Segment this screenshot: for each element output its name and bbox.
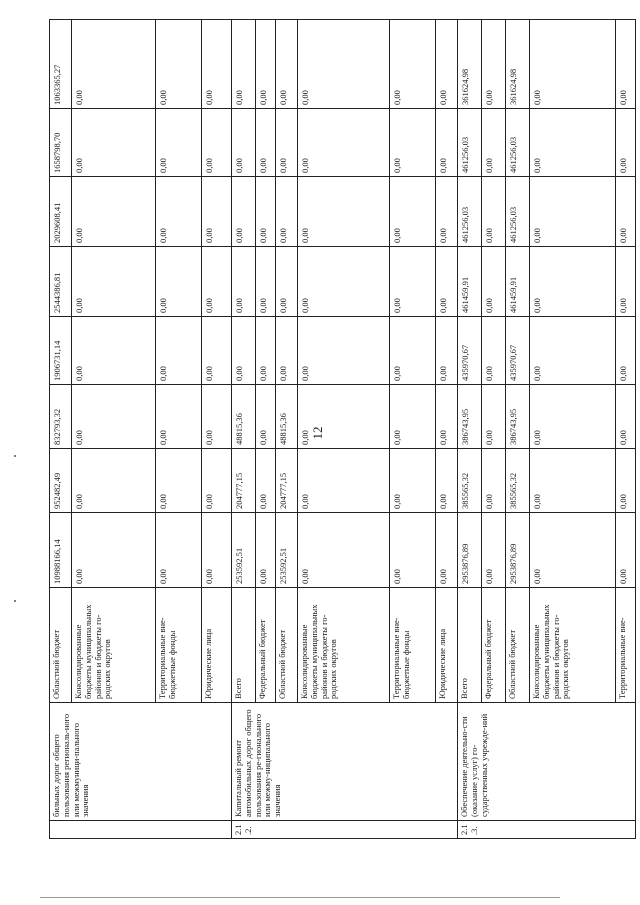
value-cell: 10988166,14 (50, 513, 72, 588)
value-cell: 2544386,81 (50, 247, 72, 317)
funding-source: Областной бюджет (506, 588, 530, 703)
funding-source: Федеральный бюджет (256, 588, 276, 703)
value-cell: 0,00 (436, 513, 458, 588)
rotated-table-frame (49, 40, 628, 839)
value-cell: 0,00 (72, 449, 156, 513)
value-cell: 0,00 (232, 247, 256, 317)
value-cell: 0,00 (156, 177, 202, 247)
value-cell: 48815,36 (276, 385, 298, 449)
value-cell: 0,00 (276, 109, 298, 177)
value-cell: 0,00 (156, 513, 202, 588)
scan-dust (14, 600, 16, 602)
value-cell: 0,00 (72, 20, 156, 109)
value-cell: 0,00 (256, 449, 276, 513)
value-cell: 0,00 (482, 317, 506, 385)
value-cell: 0,00 (436, 385, 458, 449)
value-cell: 0,00 (298, 247, 390, 317)
value-cell: 0,00 (436, 177, 458, 247)
value-cell: 0,00 (390, 20, 436, 109)
value-cell: 461256,03 (458, 109, 482, 177)
value-cell: 0,00 (298, 513, 390, 588)
budget-table (49, 19, 636, 839)
rotated-table-wrapper (49, 40, 628, 839)
value-cell: 2953876,89 (506, 513, 530, 588)
value-cell: 0,00 (72, 317, 156, 385)
value-cell: 952482,49 (50, 449, 72, 513)
value-cell: 253592,51 (276, 513, 298, 588)
funding-source: Юридические лица (202, 588, 232, 703)
value-cell: 0,00 (156, 317, 202, 385)
value-cell: 0,00 (390, 449, 436, 513)
value-cell: 0,00 (72, 513, 156, 588)
value-cell: 0,00 (530, 20, 616, 109)
funding-source: Федеральный бюджет (482, 588, 506, 703)
section-code: 2.1.3. (458, 821, 636, 839)
value-cell: 0,00 (72, 385, 156, 449)
value-cell: 0,00 (232, 109, 256, 177)
value-cell: 0,00 (482, 20, 506, 109)
value-cell: 0,00 (482, 109, 506, 177)
value-cell: 461256,03 (506, 109, 530, 177)
value-cell: 832793,32 (50, 385, 72, 449)
value-cell: 0,00 (276, 20, 298, 109)
value-cell: 0,00 (232, 20, 256, 109)
value-cell: 0,00 (482, 385, 506, 449)
funding-source: Областной бюджет (50, 588, 72, 703)
value-cell: 0,00 (202, 449, 232, 513)
value-cell: 0,00 (298, 385, 390, 449)
value-cell: 0,00 (530, 177, 616, 247)
value-cell: 0,00 (232, 177, 256, 247)
value-cell: 0,00 (298, 449, 390, 513)
value-cell: 2953876,89 (458, 513, 482, 588)
funding-source: Консолидированные бюджеты муниципальных районов и бюджеты го-родских округов (530, 588, 616, 703)
value-cell: 0,00 (156, 449, 202, 513)
value-cell: 0,00 (530, 317, 616, 385)
value-cell: 461256,03 (506, 177, 530, 247)
value-cell: 361624,98 (506, 20, 530, 109)
value-cell: 0,00 (256, 513, 276, 588)
value-cell: 0,00 (616, 317, 636, 385)
funding-source: Всего (232, 588, 256, 703)
value-cell: 0,00 (72, 247, 156, 317)
table-row (50, 20, 72, 839)
value-cell: 0,00 (156, 20, 202, 109)
table-row (458, 20, 482, 839)
value-cell: 0,00 (530, 513, 616, 588)
value-cell: 0,00 (530, 449, 616, 513)
value-cell: 0,00 (616, 449, 636, 513)
value-cell: 0,00 (616, 247, 636, 317)
value-cell: 385565,32 (506, 449, 530, 513)
funding-source: Консолидированные бюджеты муниципальных районов и бюджеты го-родских округов (72, 588, 156, 703)
value-cell: 0,00 (256, 177, 276, 247)
section-code: 2.1.2. (232, 821, 458, 839)
value-cell: 0,00 (530, 385, 616, 449)
value-cell: 0,00 (298, 177, 390, 247)
value-cell: 0,00 (298, 109, 390, 177)
value-cell: 48815,36 (232, 385, 256, 449)
value-cell: 0,00 (256, 385, 276, 449)
value-cell: 2029608,41 (50, 177, 72, 247)
value-cell: 0,00 (616, 385, 636, 449)
value-cell: 0,00 (202, 513, 232, 588)
value-cell: 0,00 (276, 247, 298, 317)
value-cell: 0,00 (482, 247, 506, 317)
funding-source: Территориальные вне-бюджетные фонды (390, 588, 436, 703)
value-cell: 0,00 (72, 177, 156, 247)
value-cell: 0,00 (256, 20, 276, 109)
value-cell: 0,00 (202, 20, 232, 109)
value-cell: 386743,95 (458, 385, 482, 449)
value-cell: 0,00 (530, 109, 616, 177)
value-cell: 435970,67 (506, 317, 530, 385)
value-cell: 0,00 (156, 109, 202, 177)
value-cell: 0,00 (276, 177, 298, 247)
section-name: бильных дорог общего пользования региональ-ного или межмуници-пального значения (50, 703, 232, 821)
value-cell: 0,00 (256, 109, 276, 177)
value-cell: 0,00 (436, 20, 458, 109)
value-cell: 461256,03 (458, 177, 482, 247)
value-cell: 0,00 (202, 109, 232, 177)
value-cell: 0,00 (202, 177, 232, 247)
value-cell: 385565,32 (458, 449, 482, 513)
value-cell: 0,00 (616, 513, 636, 588)
value-cell: 0,00 (616, 109, 636, 177)
value-cell: 0,00 (436, 247, 458, 317)
value-cell: 0,00 (390, 109, 436, 177)
value-cell: 435970,67 (458, 317, 482, 385)
scan-edge-line (40, 897, 560, 898)
value-cell: 0,00 (390, 317, 436, 385)
value-cell: 461459,91 (458, 247, 482, 317)
value-cell: 461459,91 (506, 247, 530, 317)
funding-source: Всего (458, 588, 482, 703)
value-cell: 0,00 (616, 177, 636, 247)
value-cell: 0,00 (436, 109, 458, 177)
value-cell: 0,00 (202, 385, 232, 449)
section-code (50, 821, 232, 839)
value-cell: 0,00 (156, 385, 202, 449)
section-name: Капитальный ремонт автомобильных дорог общего пользования ре-гионального или межму-ниципального значения (232, 703, 458, 821)
value-cell: 0,00 (256, 247, 276, 317)
value-cell: 0,00 (232, 317, 256, 385)
funding-source: Территориальные вне-бюджетные фонды (156, 588, 202, 703)
value-cell: 0,00 (436, 449, 458, 513)
value-cell: 0,00 (616, 20, 636, 109)
funding-source: Консолидированные бюджеты муниципальных районов и бюджеты го-родских округов (298, 588, 390, 703)
page-number: 12 (310, 426, 325, 440)
value-cell: 0,00 (436, 317, 458, 385)
value-cell: 1063365,27 (50, 20, 72, 109)
value-cell: 0,00 (276, 317, 298, 385)
scan-dust (14, 455, 16, 457)
value-cell: 0,00 (298, 317, 390, 385)
value-cell: 0,00 (482, 513, 506, 588)
value-cell: 0,00 (202, 317, 232, 385)
value-cell: 0,00 (390, 177, 436, 247)
value-cell: 0,00 (202, 247, 232, 317)
value-cell: 0,00 (390, 385, 436, 449)
funding-source: Территориальные вне- (616, 588, 636, 703)
table-body (50, 20, 636, 839)
value-cell: 253592,51 (232, 513, 256, 588)
value-cell: 0,00 (72, 109, 156, 177)
value-cell: 204777,15 (232, 449, 256, 513)
value-cell: 0,00 (256, 317, 276, 385)
value-cell: 0,00 (156, 247, 202, 317)
value-cell: 0,00 (298, 20, 390, 109)
value-cell: 0,00 (482, 449, 506, 513)
table-row (232, 20, 256, 839)
value-cell: 0,00 (482, 177, 506, 247)
value-cell: 0,00 (530, 247, 616, 317)
value-cell: 1658798,70 (50, 109, 72, 177)
value-cell: 0,00 (390, 247, 436, 317)
value-cell: 204777,15 (276, 449, 298, 513)
value-cell: 1906731,14 (50, 317, 72, 385)
value-cell: 386743,95 (506, 385, 530, 449)
value-cell: 361624,98 (458, 20, 482, 109)
value-cell: 0,00 (390, 513, 436, 588)
funding-source: Областной бюджет (276, 588, 298, 703)
section-name: Обеспечение деятельно-сти (оказание услуг) го-сударственных учрежде-ний (458, 703, 636, 821)
funding-source: Юридические лица (436, 588, 458, 703)
